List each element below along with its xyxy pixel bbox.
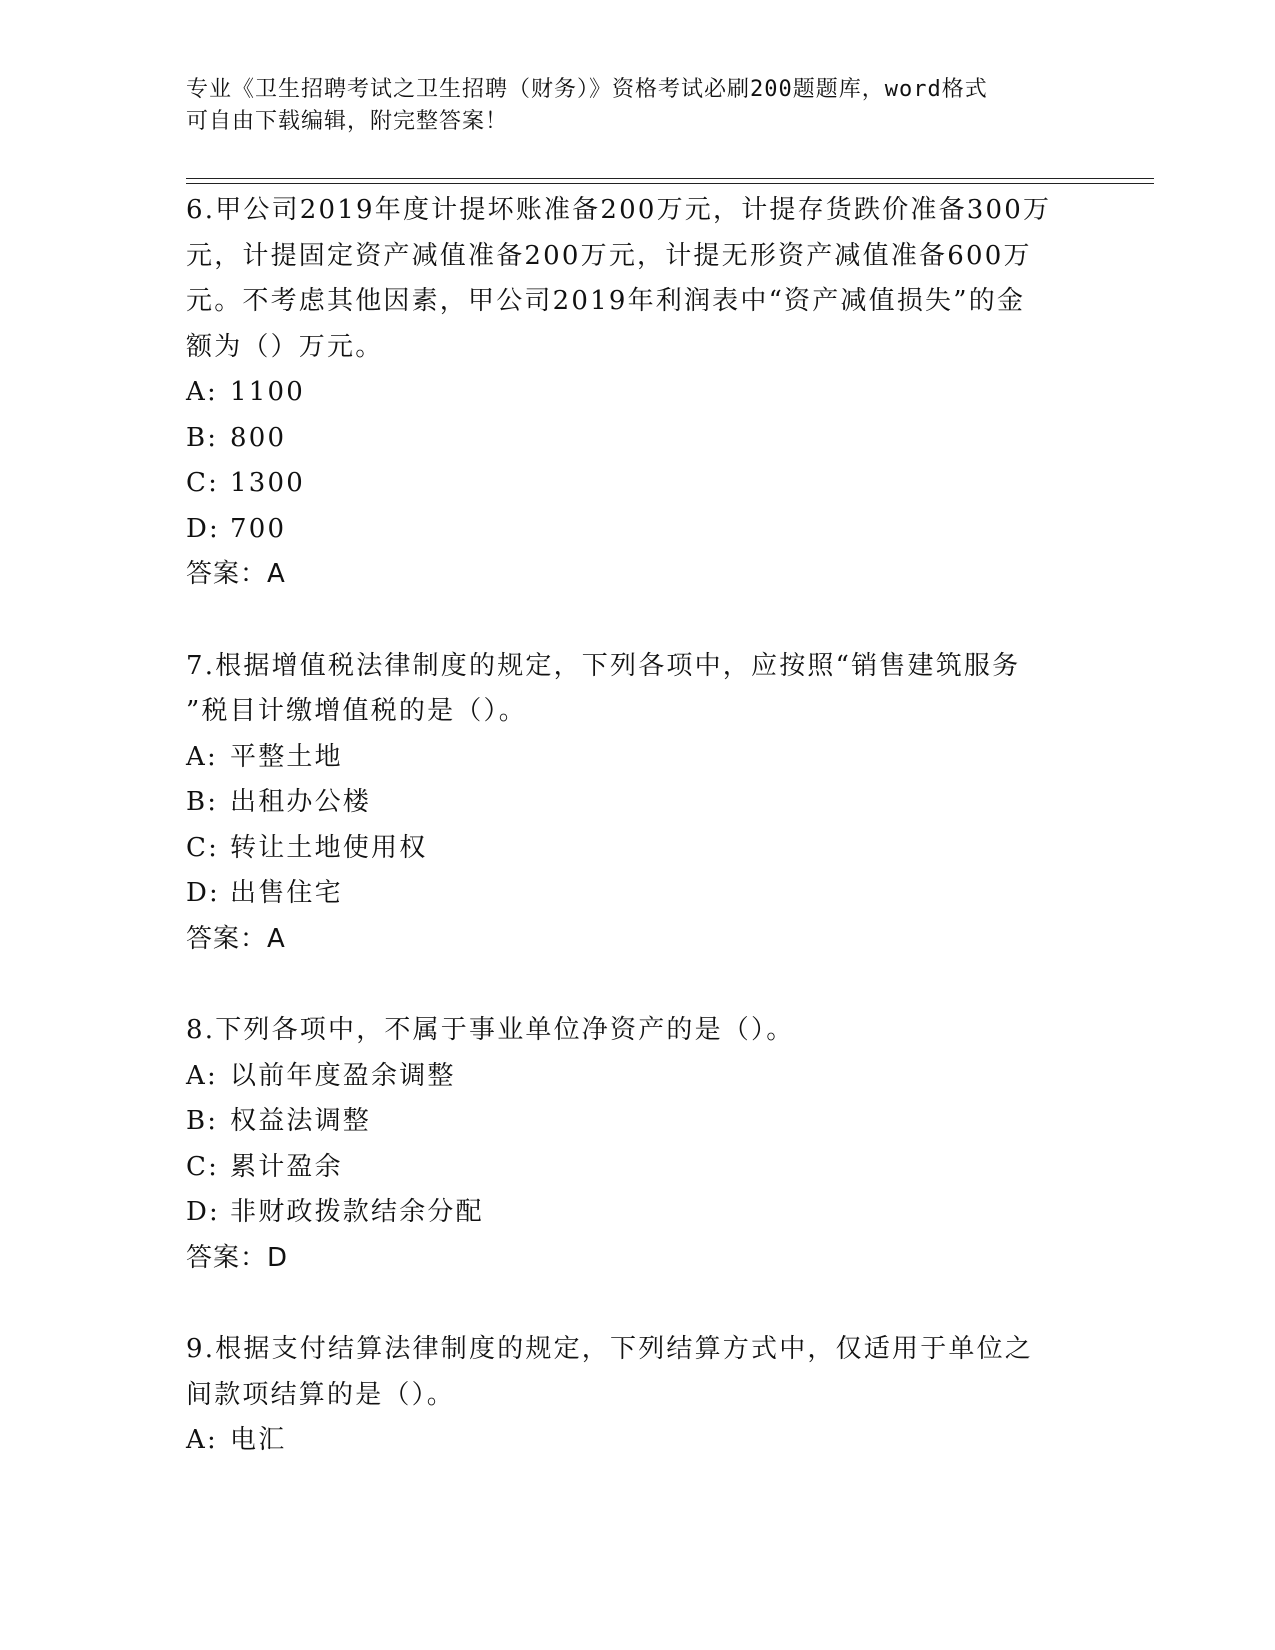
question-7 <box>186 644 1066 963</box>
option-text: 转让土地使用权 <box>230 832 428 863</box>
header-line-2: 可自由下载编辑，附完整答案！ <box>186 109 509 134</box>
header-divider-bottom <box>186 183 1154 184</box>
option-key: B: <box>186 1106 219 1136</box>
question-text-line: 9.根据支付结算法律制度的规定，下列结算方式中，仅适用于单位之 <box>186 1334 1034 1364</box>
option-text: 权益法调整 <box>230 1106 372 1136</box>
option-text: 电汇 <box>230 1425 287 1455</box>
option-text: 累计盈余 <box>230 1151 343 1182</box>
option-key: C: <box>186 468 220 498</box>
spacer <box>186 1281 1066 1327</box>
question-list <box>186 188 1066 1464</box>
option-c <box>186 826 1066 872</box>
option-text: 平整土地 <box>230 741 343 772</box>
option-key: C: <box>186 832 220 863</box>
option-a <box>186 735 1066 781</box>
option-text: 800 <box>230 422 287 453</box>
option-key: C: <box>186 1151 220 1182</box>
option-key: A: <box>186 741 218 772</box>
option-b <box>186 416 1066 462</box>
answer-line: 答案：A <box>186 559 286 589</box>
option-d <box>186 1190 1066 1236</box>
header-divider-top <box>186 178 1154 179</box>
spacer <box>186 962 1066 1008</box>
option-key: A: <box>186 377 218 407</box>
option-text: 1300 <box>230 468 305 498</box>
question-text-line: 元，计提固定资产减值准备200万元，计提无形资产减值准备600万 <box>186 240 1032 271</box>
option-key: B: <box>186 422 219 453</box>
option-text: 出租办公楼 <box>230 787 372 817</box>
question-8 <box>186 1008 1066 1281</box>
option-key: D: <box>186 513 221 544</box>
answer-line: 答案：A <box>186 923 286 954</box>
option-d <box>186 507 1066 553</box>
question-text-line: 元。不考虑其他因素，甲公司2019年利润表中“资产减值损失”的金 <box>186 286 1026 316</box>
option-c <box>186 1145 1066 1191</box>
document-header <box>186 74 1086 138</box>
option-key: A: <box>186 1060 218 1091</box>
question-text-line: 8.下列各项中，不属于事业单位净资产的是（）。 <box>186 1015 795 1045</box>
option-d <box>186 871 1066 917</box>
answer-line: 答案：D <box>186 1242 289 1273</box>
option-text: 非财政拨款结余分配 <box>230 1197 484 1227</box>
option-text: 以前年度盈余调整 <box>230 1060 456 1091</box>
option-text: 1100 <box>230 377 305 407</box>
option-c <box>186 461 1066 507</box>
option-a <box>186 1418 1066 1464</box>
option-text: 出售住宅 <box>230 878 343 908</box>
spacer <box>186 598 1066 644</box>
option-key: D: <box>186 1197 221 1227</box>
option-b <box>186 780 1066 826</box>
option-key: A: <box>186 1425 218 1455</box>
option-a <box>186 370 1066 416</box>
question-text-line: 6.甲公司2019年度计提坏账准备200万元，计提存货跌价准备300万 <box>186 195 1052 225</box>
option-key: B: <box>186 787 219 817</box>
question-text-line: ”税目计缴增值税的是（）。 <box>186 696 527 726</box>
question-text-line: 间款项结算的是（）。 <box>186 1379 456 1410</box>
header-line-1: 专业《卫生招聘考试之卫生招聘（财务）》资格考试必刷200题题库，word格式 <box>186 77 988 102</box>
option-b <box>186 1099 1066 1145</box>
question-text-line: 额为（）万元。 <box>186 331 384 362</box>
question-6 <box>186 188 1066 598</box>
option-text: 700 <box>230 513 287 544</box>
option-a <box>186 1054 1066 1100</box>
question-text-line: 7.根据增值税法律制度的规定，下列各项中，应按照“销售建筑服务 <box>186 650 1021 681</box>
option-key: D: <box>186 878 221 908</box>
question-9 <box>186 1327 1066 1464</box>
